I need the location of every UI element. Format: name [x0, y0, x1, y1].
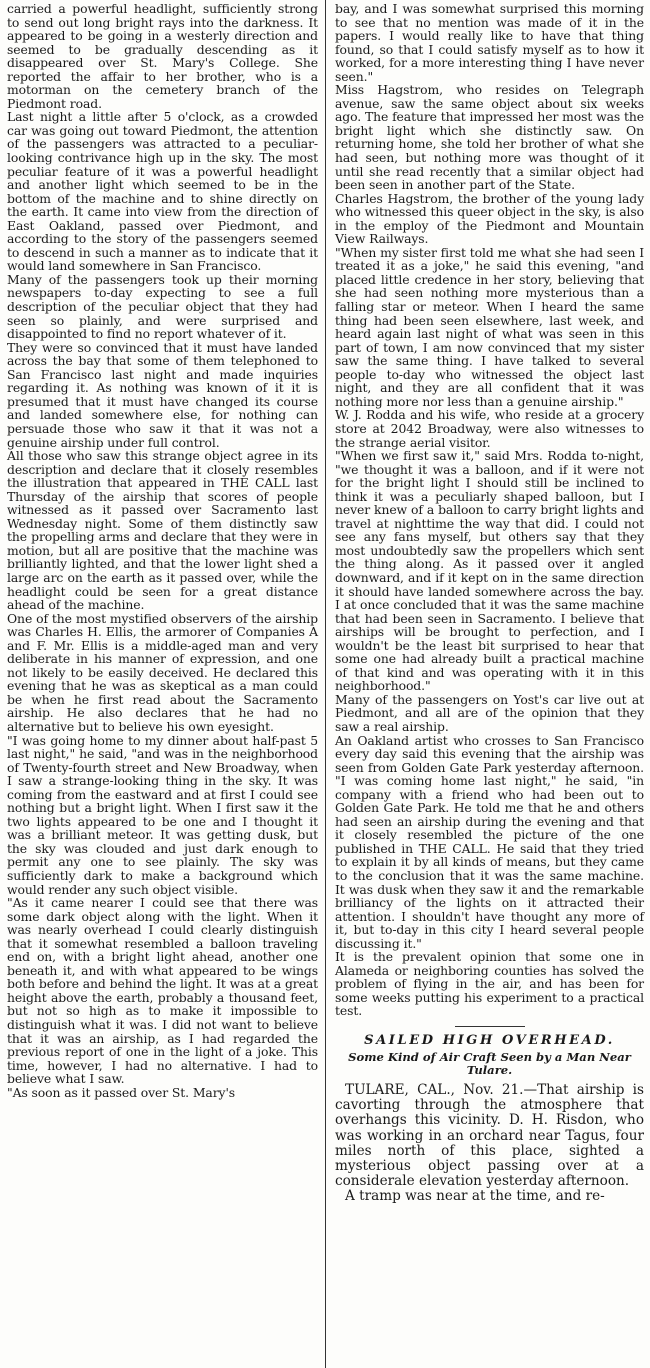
- paragraph: carried a powerful headlight, sufficiently strong to send out long bright rays into the darkness. It appeared to be going in a westerly direction and seemed to be gradually descending as it disappeared over St. Mary's College. She reported the affair to her brother, who is a motorman on the cemetery branch of the Piedmont road.: [7, 2, 318, 111]
- column-divider: [325, 0, 326, 1368]
- paragraph: "When we first saw it," said Mrs. Rodda to-night, "we thought it was a balloon, and if it were not for the bright light I should still be inclined to think it was a peculiarly shaped balloon, but I never knew of a balloon to carry bright lights and travel at nighttime the way that did. I could not see any fans myself, but others say that they most undoubtedly saw the propellers which sent the thing along. As it passed over it angled downward, and if it kept on in the same direction it should have landed somewhere across the bay. I at once concluded that it was the same machine that had been seen in Sacramento. I believe that airships will be brought to perfection, and I wouldn't be the least bit surprised to hear that some one had already built a practical machine of that kind and was operating with it in this neighborhood.": [335, 448, 644, 694]
- paragraph: All those who saw this strange object agree in its description and declare that it closely resembles the illustration that appeared in THE CALL last Thursday of the airship that scores of people witnessed as it passed over Sacramento last Wednesday night. Some of them distinctly saw the propelling arms and declare that they were in motion, but all are positive that the machine was brilliantly lighted, and that the lower light shed a large arc on the earth as it passed over, while the headlight could be seen for a great distance ahead of the machine.: [7, 448, 318, 613]
- paragraph: W. J. Rodda and his wife, who reside at a grocery store at 2042 Broadway, were also witnesses to the strange aerial visitor.: [335, 407, 644, 450]
- paragraph: "I was going home to my dinner about half-past 5 last night," he said, "and was in the neighborhood of Twenty-fourth street and New Broadway, when I saw a strange-looking thing in the sky. It was coming from the eastward and at first I could see nothing but a bright light. When I first saw it the two lights appeared to be one and I thought it was a brilliant meteor. It was getting dusk, but the sky was clouded and just dark enough to permit any one to see plainly. The sky was sufficiently dark to make a background which would render any such object visible.: [7, 732, 318, 897]
- paragraph: Last night a little after 5 o'clock, as a crowded car was going out toward Piedmont, the attention of the passengers was attracted to a peculiar-looking contrivance high up in the sky. The most peculiar feature of it was a powerful headlight and another light which seemed to be in the bottom of the machine and to shine directly on the earth. It came into view from the direction of East Oakland, passed over Piedmont, and according to the story of the passengers seemed to descend in such a manner as to indicate that it would land somewhere in San Francisco.: [7, 109, 318, 274]
- paragraph: "When my sister first told me what she had seen I treated it as a joke," he said this evening, "and placed little credence in her story, believing that she had seen nothing more mysterious than a falling star or meteor. When I heard the same thing had been seen elsewhere, last week, and heard again last night of what was seen in this part of town, I am now convinced that my sister saw the same thing. I have talked to several people to-day who witnessed the object last night, and they are all confident that it was nothing more nor less than a genuine airship.": [335, 244, 644, 409]
- paragraph: Miss Hagstrom, who resides on Telegraph avenue, saw the same object about six weeks ago. The feature that impressed her most was the bright light which she distinctly saw. On returning home, she told her brother of what she had seen, but nothing more was thought of it until she read recently that a similar object had been seen in another part of the State.: [335, 82, 644, 193]
- paragraph: Many of the passengers on Yost's car live out at Piedmont, and all are of the opinion that they saw a real airship.: [335, 691, 644, 734]
- paragraph: It is the prevalent opinion that some one in Alameda or neighboring counties has solved the problem of flying in the air, and has been for some weeks putting his experiment to a practical test.: [335, 949, 644, 1019]
- article-headline: SAILED HIGH OVERHEAD.: [364, 1033, 615, 1049]
- article-subhead: Some Kind of Air Craft Seen by a Man Near Tulare.: [348, 1050, 631, 1078]
- paragraph: A tramp was near at the time, and re-: [345, 1188, 605, 1205]
- article-dateline-paragraph: TULARE, CAL., Nov. 21.—That airship is cavorting through the atmosphere that overhangs this vicinity. D. H. Risdon, who was working in an orchard near Tagus, four miles north of this place, sighted a mysterious object passing over at a considerale elevation yesterday afternoon.: [335, 1082, 644, 1190]
- headline-rule: [455, 1026, 525, 1027]
- paragraph: Many of the passengers took up their morning newspapers to-day expecting to see a full description of the peculiar object that they had seen so plainly, and were surprised and disappointed to find no report whatever of it.: [7, 271, 318, 342]
- paragraph: One of the most mystified observers of the airship was Charles H. Ellis, the armorer of Companies A and F. Mr. Ellis is a middle-aged man and very deliberate in his manner of expression, and one not likely to be easily deceived. He declared this evening that he was as skeptical as a man could be when he first read about the Sacramento airship. He also declares that he had no alternative but to believe his own eyesight.: [7, 610, 318, 734]
- right-column: [331, 2, 647, 1366]
- paragraph: "As it came nearer I could see that there was some dark object along with the light. When it was nearly overhead I could clearly distinguish that it somewhat resembled a balloon traveling end on, with a bright light ahead, another one beneath it, and with what appeared to be wings both before and behind the light. It was at a great height above the earth, probably a thousand feet, but not so high as to make it impossible to distinguish what it was. I did not want to believe that it was an airship, as I had regarded the previous report of one in the light of a joke. This time, however, I had no alternative. I had to believe what I saw.: [7, 895, 318, 1087]
- left-column: [4, 2, 322, 1366]
- paragraph: An Oakland artist who crosses to San Francisco every day said this evening that the airship was seen from Golden Gate Park yesterday afternoon. "I was coming home last night," he said, "in company with a friend who had been out to Golden Gate Park. He told me that he and others had seen an airship during the evening and that it closely resembled the picture of the one published in THE CALL. He said that they tried to explain it by all kinds of means, but they came to the conclusion that it was the same machine. It was dusk when they saw it and the remarkable brilliancy of the lights on it attracted their attention. I shouldn't have thought any more of it, but to-day in this city I heard several people discussing it.": [335, 732, 644, 951]
- paragraph: "As soon as it passed over St. Mary's: [7, 1084, 236, 1100]
- paragraph: bay, and I was somewhat surprised this morning to see that no mention was made of it in the papers. I would really like to have that thing found, so that I could satisfy myself as to how it worked, for a more interesting thing I have never seen.": [335, 2, 644, 84]
- paragraph: They were so convinced that it must have landed across the bay that some of them telephoned to San Francisco last night and made inquiries regarding it. As nothing was known of it it is presumed that it must have changed its course and landed somewhere else, for nothing can persuade those who saw it that it was not a genuine airship under full control.: [7, 339, 318, 450]
- paragraph: Charles Hagstrom, the brother of the young lady who witnessed this queer object in the sky, is also in the employ of the Piedmont and Mountain View Railways.: [335, 190, 644, 247]
